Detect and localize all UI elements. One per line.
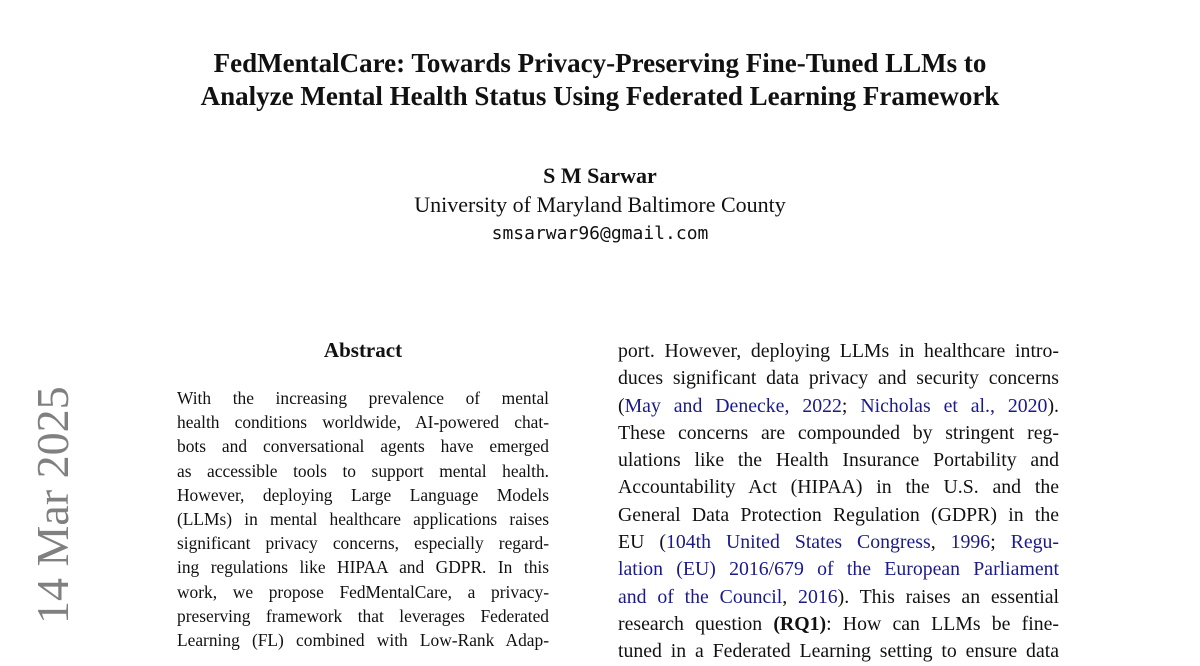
paper-title <box>0 47 1200 113</box>
abstract-line: However, deploying Large Language Models <box>177 484 549 505</box>
abstract-body <box>177 386 549 648</box>
text-fragment: , <box>930 531 951 554</box>
body-line <box>618 584 1059 611</box>
citation-link[interactable]: lation (EU) 2016/679 of the European Parliament <box>618 558 1059 581</box>
citation-link[interactable]: 1996 <box>950 531 991 554</box>
abstract-line: work, we propose FedMentalCare, a privacy- <box>177 581 549 602</box>
body-line <box>618 393 1059 420</box>
abstract-line: significant privacy concerns, especially regard- <box>177 533 549 554</box>
body-line <box>618 556 1059 583</box>
abstract-line: Learning (FL) combined with Low-Rank Adap- <box>177 629 549 650</box>
body-line: ulations like the Health Insurance Portability and <box>618 449 1059 472</box>
abstract-line: ing regulations like HIPAA and GDPR. In this <box>177 557 549 578</box>
author-email: smsarwar96@gmail.com <box>491 223 709 244</box>
title-line-2: Analyze Mental Health Status Using Federated Learning Framework <box>200 81 1000 111</box>
abstract-line: (LLMs) in mental healthcare applications raises <box>177 508 549 529</box>
citation-link[interactable]: 2016 <box>798 585 838 608</box>
body-line: duces significant data privacy and security concerns <box>618 367 1059 390</box>
text-fragment: : How can LLMs be fine- <box>826 612 1059 635</box>
text-fragment: ; <box>841 394 861 417</box>
abstract-line: health conditions worldwide, AI-powered chat- <box>177 412 549 433</box>
citation-link[interactable]: May and Denecke, 2022 <box>624 394 842 417</box>
body-line: port. However, deploying LLMs in healthcare intro- <box>618 340 1059 362</box>
citation-link[interactable]: and of the Council <box>618 585 783 608</box>
title-line-1: FedMentalCare: Towards Privacy-Preserving Fine-Tuned LLMs to <box>213 48 987 78</box>
abstract-line: bots and conversational agents have emerged <box>177 436 549 457</box>
text-fragment: , <box>782 585 799 608</box>
body-line: These concerns are compounded by stringent reg- <box>618 421 1059 444</box>
body-line: General Data Protection Regulation (GDPR) in the <box>618 503 1059 526</box>
text-fragment: EU ( <box>618 531 666 554</box>
text-fragment: research question <box>618 612 774 635</box>
text-fragment: ). This raises an essential <box>837 585 1060 608</box>
author-affiliation: University of Maryland Baltimore County <box>414 192 786 217</box>
body-line: tuned in a Federated Learning setting to ensure data <box>618 640 1059 663</box>
text-fragment: ; <box>990 531 1011 554</box>
abstract-heading: Abstract <box>323 338 403 362</box>
citation-link[interactable]: 104th United States Congress <box>665 531 931 554</box>
body-line <box>618 611 1059 638</box>
author-name: S M Sarwar <box>543 163 657 188</box>
abstract-line: preserving framework that leverages Federated <box>177 605 549 626</box>
citation-link[interactable]: Regu- <box>1010 531 1060 554</box>
intro-column <box>618 338 1060 663</box>
abstract-line: With the increasing prevalence of mental <box>177 388 549 408</box>
body-line: Accountability Act (HIPAA) in the U.S. and the <box>618 476 1059 499</box>
arxiv-date-stamp: 14 Mar 2025 <box>27 386 78 624</box>
text-fragment: ( <box>618 394 625 417</box>
body-line <box>618 529 1059 556</box>
abstract-line: as accessible tools to support mental health. <box>177 460 549 481</box>
research-question-label: (RQ1) <box>773 612 827 635</box>
citation-link[interactable]: Nicholas et al., 2020 <box>860 394 1048 417</box>
text-fragment: ). <box>1047 394 1059 417</box>
